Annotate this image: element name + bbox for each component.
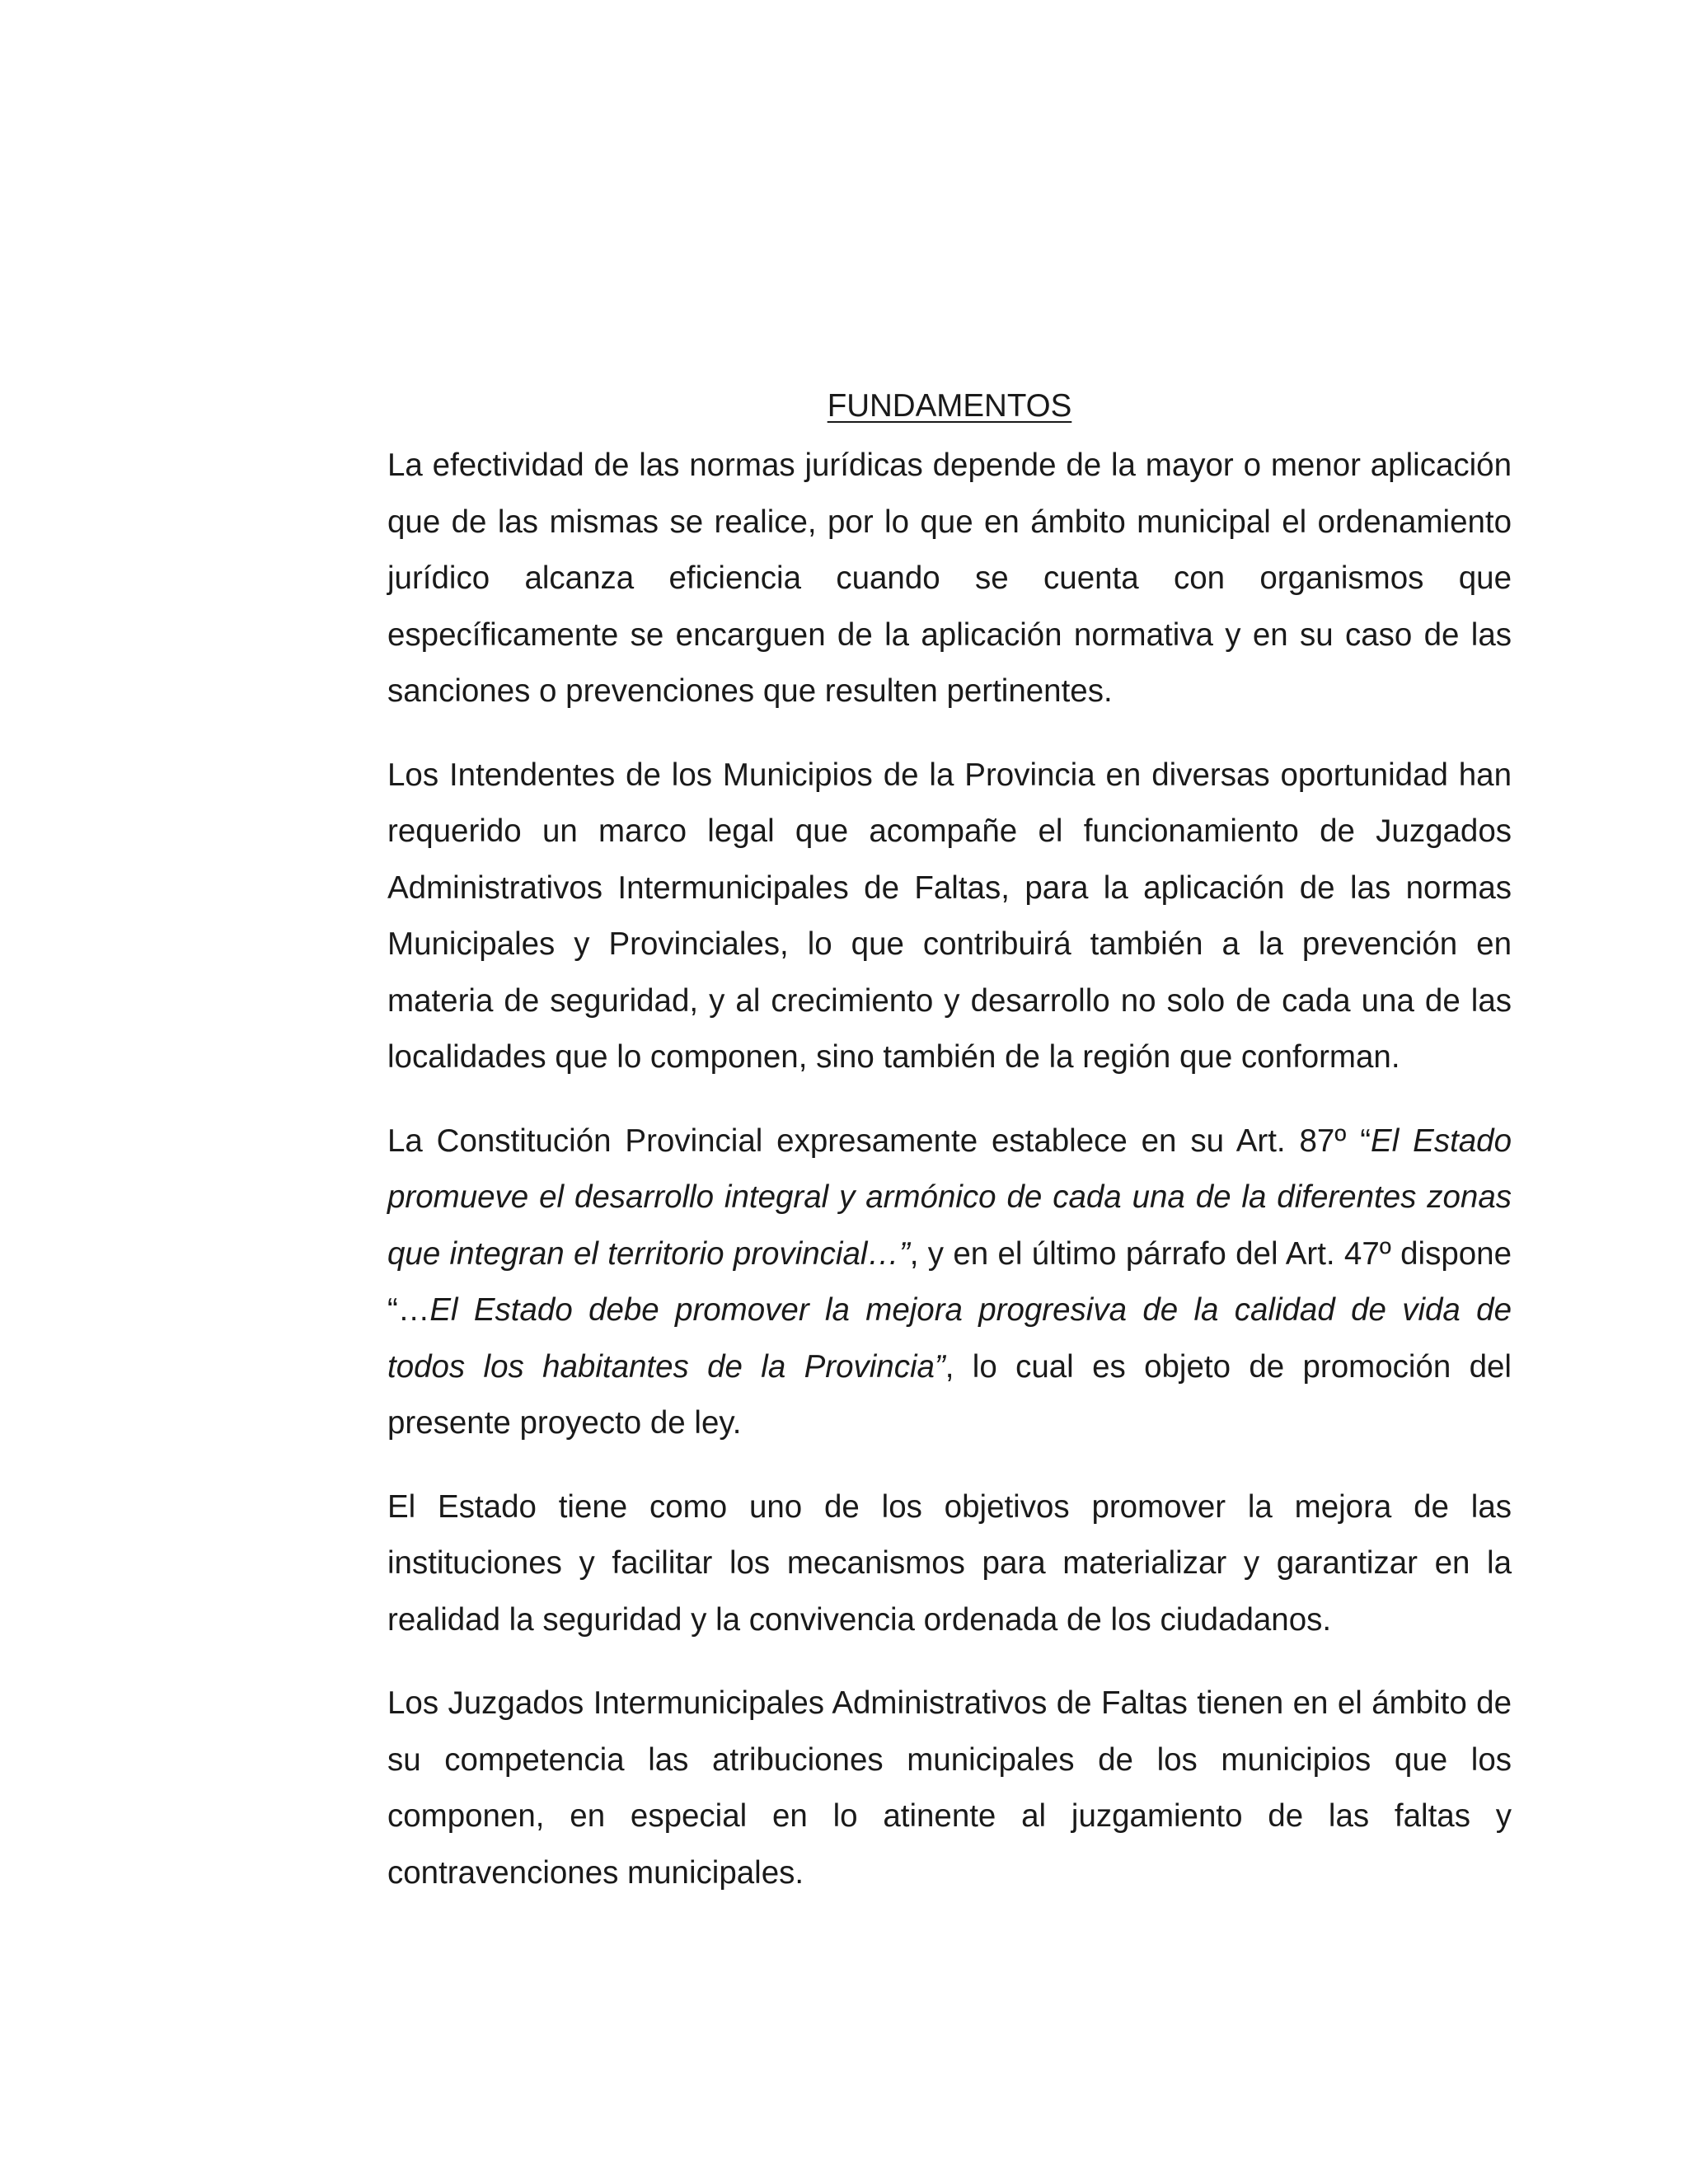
paragraph-4: El Estado tiene como uno de los objetivos promover la mejora de las instituciones y facilitar los mecanismos para materializar y garantizar en la realidad la seguridad y la convivencia ordenada de los ciudadanos. — [387, 1488, 1512, 1638]
paragraph-3-text-2: , y en el último párrafo del Art. 47º dispone “… — [387, 1235, 1512, 1328]
paragraph-1: La efectividad de las normas jurídicas depende de la mayor o menor aplicación que de las mismas se realice, por lo que en ámbito municipal el ordenamiento jurídico alcanza eficiencia cuando se cuenta con organismos que específicamente se encarguen de la aplicación normativa y en su caso de las sanciones o prevenciones que resulten pertinentes. — [387, 448, 1512, 709]
paragraph-3-text-1: La Constitución Provincial expresamente establece en su Art. 87º “ — [387, 1122, 1372, 1159]
paragraph-3 — [387, 1113, 1512, 1452]
paragraph-3-quote-1: El Estado promueve el desarrollo integral y armónico de cada una de la diferentes zonas que integran el territorio provincial…” — [387, 1122, 1512, 1272]
paragraph-5: Los Juzgados Intermunicipales Administrativos de Faltas tienen en el ámbito de su competencia las atribuciones municipales de los municipios que los componen, en especial en lo atinente al juzgamiento de las faltas y contravenciones municipales. — [387, 1685, 1512, 1891]
paragraph-2: Los Intendentes de los Municipios de la Provincia en diversas oportunidad han requerido un marco legal que acompañe el funcionamiento de Juzgados Administrativos Intermunicipales de Faltas, para la aplicación de las normas Municipales y Provinciales, lo que contribuirá también a la prevención en materia de seguridad, y al crecimiento y desarrollo no solo de cada una de las localidades que lo componen, sino también de la región que conforman. — [387, 757, 1512, 1075]
document-body — [387, 386, 1512, 1929]
document-title: FUNDAMENTOS — [827, 388, 1072, 424]
paragraph-3-quote-2: El Estado debe promover la mejora progresiva de la calidad de vida de todos los habitantes de la Provincia” — [387, 1292, 1512, 1385]
paragraph-3-text-3: , lo cual es objeto de promoción del presente proyecto de ley. — [387, 1348, 1512, 1441]
